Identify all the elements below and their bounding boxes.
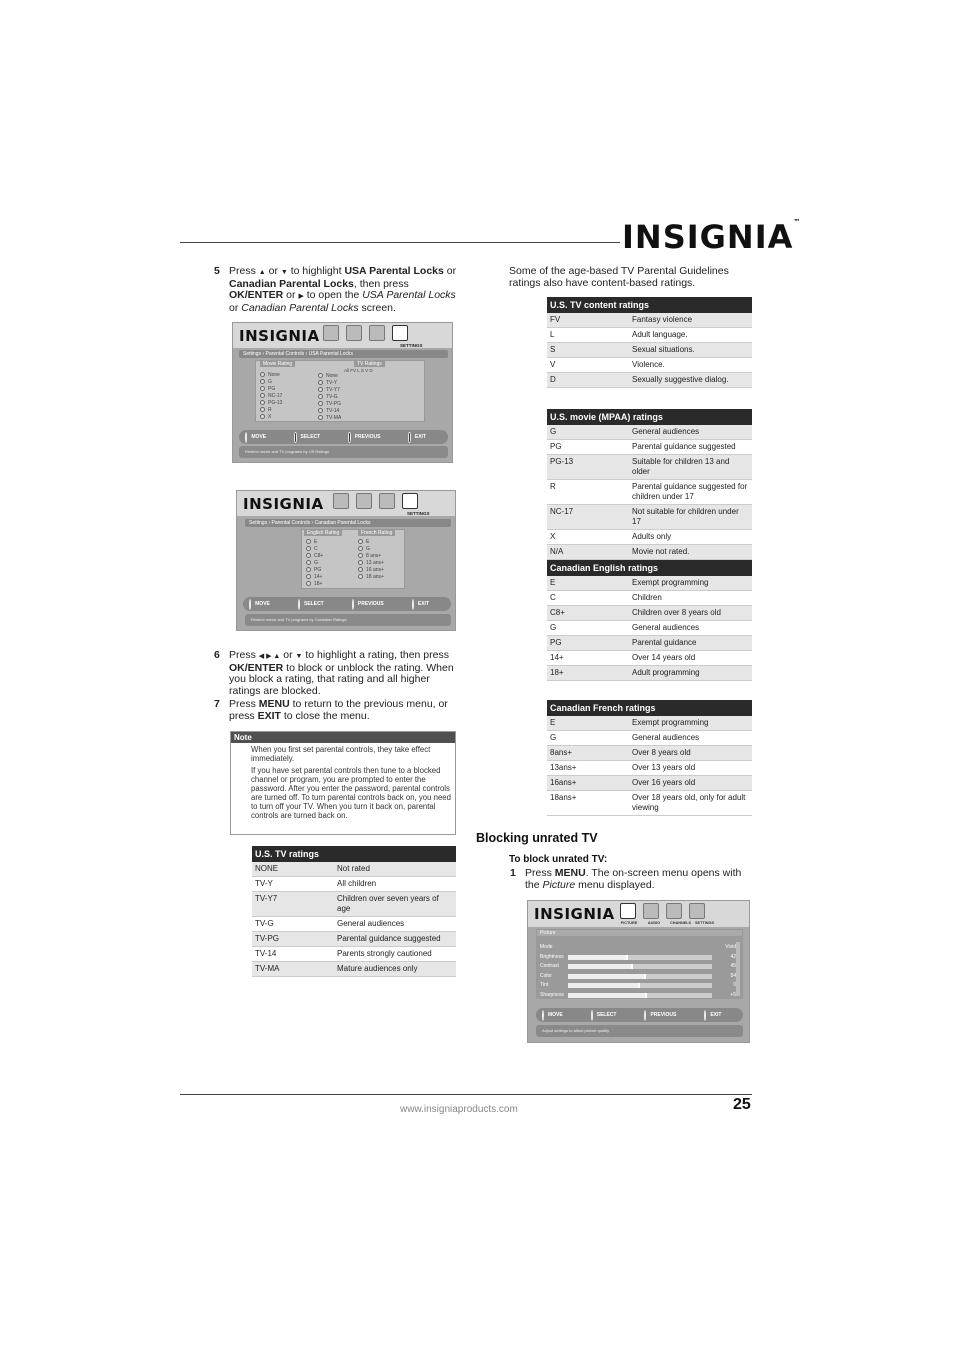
screen-logo: INSIGNIA: [243, 495, 324, 513]
checkbox-icon[interactable]: [260, 379, 265, 384]
select-icon: [298, 599, 300, 610]
rating-option[interactable]: [358, 560, 384, 567]
rating-description: Exempt programming: [632, 578, 709, 587]
rating-code: E: [550, 718, 556, 727]
move-icon: [245, 432, 247, 443]
checkbox-icon[interactable]: [358, 567, 363, 572]
checkbox-icon[interactable]: [306, 546, 311, 551]
table-row: [252, 917, 456, 932]
rating-description: Parental guidance suggested: [632, 442, 736, 451]
rating-code: S: [550, 345, 556, 354]
picture-setting-row[interactable]: [540, 972, 736, 982]
rating-description: Mature audiences only: [337, 964, 418, 973]
setting-label: Brightness: [540, 953, 564, 960]
setting-slider[interactable]: [568, 983, 712, 988]
ratings-panel: [255, 360, 425, 422]
rating-description: Over 18 years old, only for adult viewing: [632, 793, 746, 812]
rating-code: TV-14: [255, 949, 277, 958]
menu-icon: [348, 432, 350, 443]
rating-code: TV-Y7: [255, 894, 278, 903]
checkbox-icon[interactable]: [358, 553, 363, 558]
table-row: [547, 716, 752, 731]
page-number: 25: [733, 1096, 751, 1113]
rating-option-label: TV-Y: [326, 380, 338, 386]
rating-code: X: [550, 532, 556, 541]
rating-code: TV-Y: [255, 879, 273, 888]
rating-option-label: C8+: [314, 553, 324, 559]
picture-setting-row[interactable]: [540, 962, 736, 972]
nav-bar: MOVE SELECT PREVIOUS EXIT: [239, 430, 448, 444]
settings-tab-label: SETTINGS: [407, 511, 430, 516]
table-row: [547, 776, 752, 791]
checkbox-icon[interactable]: [358, 574, 363, 579]
step-7: 7 Press MENU to return to the previous menu, or press EXIT to close the menu.: [214, 698, 448, 722]
rating-description: Adults only: [632, 532, 672, 541]
french-rating-header: French Rating: [358, 530, 395, 536]
note-box: [230, 731, 456, 835]
checkbox-icon[interactable]: [318, 394, 323, 399]
checkbox-icon[interactable]: [306, 560, 311, 565]
rating-description: Not rated: [337, 864, 370, 873]
table-row: [547, 761, 752, 776]
rating-option[interactable]: [260, 386, 282, 393]
rating-code: G: [550, 427, 557, 436]
down-arrow-icon: ▼: [280, 269, 288, 276]
rating-option[interactable]: [318, 401, 341, 408]
checkbox-icon[interactable]: [306, 539, 311, 544]
picture-settings-list: [540, 943, 736, 1000]
setting-slider[interactable]: [568, 964, 712, 969]
rating-option-label: C: [314, 546, 318, 552]
nav-bar: MOVE SELECT PREVIOUS EXIT: [536, 1008, 743, 1022]
table-row: [252, 947, 456, 962]
rating-option[interactable]: [358, 539, 384, 546]
us-tv-ratings-table: [252, 846, 456, 977]
movie-rating-list: [260, 372, 282, 421]
english-rating-list: [306, 539, 323, 588]
help-text: Adjust settings to affect picture quality: [536, 1025, 743, 1037]
rating-description: Parental guidance suggested for children under 17: [632, 482, 748, 501]
settings-tab-label: SETTINGS: [400, 343, 423, 348]
rating-option-label: G: [366, 546, 370, 552]
move-icon: [542, 1010, 544, 1021]
nav-bar: MOVE SELECT PREVIOUS EXIT: [243, 597, 451, 611]
rating-code: PG-13: [550, 457, 574, 466]
checkbox-icon[interactable]: [306, 567, 311, 572]
rating-option-label: 14+: [314, 574, 323, 580]
rating-description: Over 8 years old: [632, 748, 691, 757]
audio-icon: [356, 493, 372, 509]
rating-code: FV: [550, 315, 561, 324]
rating-description: General audiences: [632, 427, 700, 436]
tv-ratings-header: TV Ratings: [354, 361, 385, 367]
breadcrumb: Settings › Parental Controls › USA Parental Locks: [239, 350, 448, 358]
setting-value: 45: [730, 963, 736, 969]
checkbox-icon[interactable]: [306, 574, 311, 579]
rating-code: 13ans+: [550, 763, 577, 772]
table-row: [547, 530, 752, 545]
rating-description: Parental guidance suggested: [337, 934, 441, 943]
screen-header: [237, 491, 455, 516]
rating-option[interactable]: [318, 408, 341, 415]
rating-option[interactable]: [318, 373, 341, 380]
rating-code: 18+: [550, 668, 564, 677]
rating-code: C: [550, 593, 556, 602]
rating-code: G: [550, 733, 557, 742]
movie-rating-header: Movie Rating: [260, 361, 295, 367]
rating-option[interactable]: [260, 393, 282, 400]
canadian-english-ratings-table: [547, 560, 752, 681]
rating-code: TV-PG: [255, 934, 280, 943]
checkbox-icon[interactable]: [318, 380, 323, 385]
checkbox-icon[interactable]: [260, 386, 265, 391]
rating-description: General audiences: [632, 733, 700, 742]
table-row: [547, 666, 752, 681]
checkbox-icon[interactable]: [318, 401, 323, 406]
rating-option[interactable]: [306, 574, 323, 581]
table-row: [547, 313, 752, 328]
table-row: [547, 731, 752, 746]
breadcrumb: Settings › Parental Controls › Canadian Parental Locks: [245, 519, 451, 527]
table-row: [547, 545, 752, 560]
rating-description: Parents strongly cautioned: [337, 949, 432, 958]
screen-logo: INSIGNIA: [534, 905, 615, 923]
rating-code: G: [550, 623, 557, 632]
rating-code: D: [550, 375, 556, 384]
usa-parental-locks-screen: [232, 322, 453, 463]
footer-url[interactable]: www.insigniaproducts.com: [400, 1104, 518, 1115]
checkbox-icon[interactable]: [260, 372, 265, 377]
setting-value: +5: [730, 991, 736, 998]
checkbox-icon[interactable]: [318, 373, 323, 378]
rating-code: E: [550, 578, 556, 587]
rating-option[interactable]: [306, 546, 323, 553]
table-row: [547, 358, 752, 373]
scrollbar[interactable]: [736, 942, 740, 996]
setting-value: 42: [730, 953, 736, 960]
menu-icon: [352, 599, 354, 610]
audio-icon: [643, 903, 659, 919]
table-row: [252, 932, 456, 947]
table-row: [547, 591, 752, 606]
menu-tab[interactable]: SETTINGS: [695, 921, 714, 925]
menu-tabs: [620, 921, 713, 925]
table-row: [547, 480, 752, 505]
right-arrow-icon: ▶: [298, 293, 304, 300]
note-paragraph: If you have set parental controls then tune to a blocked channel or program, you are prompted to enter the password. After you enter the password, parental controls are turned off. To turn parental controls back on, you need to turn off your TV. When you turn it back on, parental controls are turned back on.: [251, 766, 451, 820]
rating-option-label: 13 ans+: [366, 560, 384, 566]
up-arrow-icon: ▲: [258, 269, 266, 276]
rating-code: TV-G: [255, 919, 274, 928]
french-rating-list: [358, 539, 384, 581]
rating-option[interactable]: [260, 407, 282, 414]
menu-tab[interactable]: AUDIO: [647, 921, 661, 925]
picture-setting-row[interactable]: [540, 991, 736, 1001]
rating-option[interactable]: [318, 387, 341, 394]
picture-panel: [536, 929, 743, 999]
rating-option[interactable]: [358, 574, 384, 581]
rating-code: V: [550, 360, 556, 369]
screen-header: [233, 323, 452, 348]
rating-code: NC-17: [550, 507, 574, 516]
screen-logo: INSIGNIA: [239, 327, 320, 345]
rating-description: Over 13 years old: [632, 763, 696, 772]
table-title: U.S. TV content ratings: [547, 297, 752, 313]
table-row: [547, 651, 752, 666]
rating-option[interactable]: [306, 560, 323, 567]
rating-option-label: 18+: [314, 581, 323, 587]
select-icon: [591, 1010, 593, 1021]
channels-icon: [666, 903, 682, 919]
rating-option-label: R: [268, 407, 272, 413]
slider-fill: [568, 974, 646, 979]
help-text: Restrict movie and TV programs by US Ratings: [239, 446, 448, 458]
rating-description: Movie not rated.: [632, 547, 690, 556]
setting-label: Mode: [540, 944, 553, 950]
menu-tab[interactable]: CHANNELS: [670, 921, 692, 925]
rating-option-label: TV-14: [326, 408, 340, 414]
setting-value: 0: [733, 982, 736, 988]
right-intro-text: Some of the age-based TV Parental Guidelines ratings also have content-based ratings.: [509, 265, 729, 289]
rating-code: 18ans+: [550, 793, 577, 802]
picture-icon: [620, 903, 636, 919]
note-title: Note: [231, 732, 455, 743]
picture-setting-row[interactable]: [540, 981, 736, 991]
table-row: [547, 425, 752, 440]
rating-description: Over 16 years old: [632, 778, 696, 787]
header-rule: [180, 242, 620, 243]
rating-code: PG: [550, 442, 562, 451]
rating-description: Fantasy violence: [632, 315, 693, 324]
checkbox-icon[interactable]: [358, 560, 363, 565]
rating-code: 16ans+: [550, 778, 577, 787]
table-row: [547, 621, 752, 636]
rating-code: PG: [550, 638, 562, 647]
table-row: [547, 440, 752, 455]
rating-option-label: G: [314, 560, 318, 566]
audio-icon: [346, 325, 362, 341]
rating-option-label: PG: [314, 567, 322, 573]
ratings-panel: [301, 529, 405, 589]
settings-icon: [689, 903, 705, 919]
table-row: [547, 746, 752, 761]
setting-label: Tint: [540, 982, 549, 988]
rating-option-label: G: [268, 379, 272, 385]
rating-option[interactable]: [358, 553, 384, 560]
rating-description: Adult language.: [632, 330, 688, 339]
arrow-keys-icon: ◀ ▶ ▲: [258, 653, 281, 660]
rating-description: Violence.: [632, 360, 665, 369]
picture-setting-row[interactable]: [540, 943, 736, 953]
checkbox-icon[interactable]: [358, 546, 363, 551]
canadian-parental-locks-screen: [236, 490, 456, 631]
picture-title: Picture: [537, 930, 742, 936]
channels-icon: [379, 493, 395, 509]
rating-description: Adult programming: [632, 668, 700, 677]
setting-label: Color: [540, 972, 552, 979]
rating-code: 14+: [550, 653, 564, 662]
checkbox-icon[interactable]: [306, 581, 311, 586]
setting-slider[interactable]: [568, 955, 712, 960]
rating-option-label: PG-13: [268, 400, 283, 406]
rating-option[interactable]: [318, 415, 341, 422]
rating-description: Suitable for children 13 and older: [632, 457, 730, 476]
help-text: Restrict movie and TV programs by Canadian Ratings: [245, 614, 451, 626]
checkbox-icon[interactable]: [260, 407, 265, 412]
rating-option[interactable]: [318, 380, 341, 387]
move-icon: [249, 599, 251, 610]
table-row: [547, 636, 752, 651]
table-title: Canadian French ratings: [547, 700, 752, 716]
rating-code: TV-MA: [255, 964, 280, 973]
setting-value: Vivid: [725, 944, 736, 950]
screen-header: [528, 901, 749, 927]
table-title: U.S. movie (MPAA) ratings: [547, 409, 752, 425]
rating-option-label: None: [326, 373, 338, 379]
setting-label: Contrast: [540, 963, 559, 969]
channels-icon: [369, 325, 385, 341]
picture-icon: [333, 493, 349, 509]
rating-code: C8+: [550, 608, 565, 617]
block-unrated-subheading: To block unrated TV:: [509, 854, 608, 865]
rating-description: Exempt programming: [632, 718, 709, 727]
settings-icon: [402, 493, 418, 509]
footer-rule: [180, 1094, 752, 1095]
checkbox-icon[interactable]: [318, 408, 323, 413]
rating-option-label: NC-17: [268, 393, 283, 399]
table-row: [252, 892, 456, 917]
setting-value: 54: [730, 972, 736, 979]
rating-code: NONE: [255, 864, 279, 873]
table-row: [547, 328, 752, 343]
rating-option-label: X: [268, 414, 272, 420]
rating-option[interactable]: [260, 379, 282, 386]
select-icon: [294, 432, 296, 443]
us-movie-ratings-table: [547, 409, 752, 560]
checkbox-icon[interactable]: [318, 415, 323, 420]
rating-description: Parental guidance: [632, 638, 697, 647]
slider-fill: [568, 983, 640, 988]
rating-option[interactable]: [260, 372, 282, 379]
rating-description: Children over seven years of age: [337, 894, 439, 913]
picture-menu-screen: [527, 900, 750, 1043]
checkbox-icon[interactable]: [358, 539, 363, 544]
table-row: [547, 606, 752, 621]
english-rating-header: English Rating: [304, 530, 342, 536]
insignia-logo: INSIGNIA™: [622, 218, 802, 256]
exit-icon: [704, 1010, 706, 1021]
rating-option-label: 8 ans+: [366, 553, 382, 559]
rating-option-label: TV-Y7: [326, 387, 340, 393]
menu-tab[interactable]: PICTURE: [620, 921, 638, 925]
rating-option-label: E: [366, 539, 370, 545]
rating-code: N/A: [550, 547, 564, 556]
rating-option-label: None: [268, 372, 280, 378]
rating-option[interactable]: [358, 567, 384, 574]
table-row: [252, 862, 456, 877]
down-arrow-icon: ▼: [295, 653, 303, 660]
exit-icon: [408, 432, 410, 443]
rating-description: Sexually suggestive dialog.: [632, 375, 729, 384]
rating-description: Children over 8 years old: [632, 608, 721, 617]
settings-icon: [392, 325, 408, 341]
setting-label: Sharpness: [540, 991, 564, 998]
rating-option-label: 18 ans+: [366, 574, 384, 580]
table-row: [547, 455, 752, 480]
rating-option[interactable]: [260, 414, 282, 421]
rating-option-label: TV-MA: [326, 415, 342, 421]
rating-description: All children: [337, 879, 377, 888]
rating-description: Not suitable for children under 17: [632, 507, 739, 526]
rating-option-label: TV-PG: [326, 401, 342, 407]
picture-icon: [323, 325, 339, 341]
rating-option-label: PG: [268, 386, 276, 392]
setting-slider[interactable]: [568, 993, 712, 998]
canadian-french-ratings-table: [547, 700, 752, 816]
menu-icon: [644, 1010, 646, 1021]
picture-setting-row[interactable]: [540, 953, 736, 963]
rating-description: Sexual situations.: [632, 345, 695, 354]
slider-fill: [568, 964, 633, 969]
rating-option[interactable]: [260, 400, 282, 407]
rating-code: R: [550, 482, 556, 491]
table-row: [252, 962, 456, 977]
rating-description: General audiences: [337, 919, 405, 928]
table-row: [547, 576, 752, 591]
table-row: [547, 343, 752, 358]
rating-option-label: E: [314, 539, 318, 545]
note-paragraph: When you first set parental controls, they take effect immediately.: [251, 745, 431, 763]
checkbox-icon[interactable]: [260, 393, 265, 398]
slider-fill: [568, 993, 647, 998]
checkbox-icon[interactable]: [260, 400, 265, 405]
rating-option-label: 16 ans+: [366, 567, 384, 573]
rating-description: General audiences: [632, 623, 700, 632]
step-6: 6 Press ◀ ▶ ▲ or ▼ to highlight a rating, then press OK/ENTER to block or unblock the rating. When you block a rating, that rating and all higher ratings are blocked.: [214, 649, 454, 697]
blocking-step-1: 1 Press MENU. The on-screen menu opens with the Picture menu displayed.: [510, 867, 742, 891]
checkbox-icon[interactable]: [318, 387, 323, 392]
slider-fill: [568, 955, 628, 960]
table-title: Canadian English ratings: [547, 560, 752, 576]
exit-icon: [412, 599, 414, 610]
checkbox-icon[interactable]: [306, 553, 311, 558]
rating-option[interactable]: [306, 539, 323, 546]
checkbox-icon[interactable]: [260, 414, 265, 419]
table-row: [252, 877, 456, 892]
rating-option[interactable]: [306, 567, 323, 574]
table-title: U.S. TV ratings: [252, 846, 456, 862]
rating-code: 8ans+: [550, 748, 573, 757]
rating-option-label: TV-G: [326, 394, 338, 400]
rating-option[interactable]: [306, 581, 323, 588]
blocking-unrated-heading: Blocking unrated TV: [476, 831, 598, 845]
tv-rating-columns: All FV L S V D: [344, 368, 373, 373]
setting-slider[interactable]: [568, 974, 712, 979]
tv-rating-list: [318, 373, 341, 422]
step-5: 5 Press ▲ or ▼ to highlight USA Parental Locks or Canadian Parental Locks, then press OK/ENTER or ▶ to open the USA Parental Locks or Canadian Parental Locks screen.: [214, 265, 457, 314]
table-row: [547, 373, 752, 388]
table-row: [547, 505, 752, 530]
table-row: [547, 791, 752, 816]
rating-option[interactable]: [318, 394, 341, 401]
rating-option[interactable]: [306, 553, 323, 560]
rating-code: L: [550, 330, 555, 339]
rating-description: Children: [632, 593, 662, 602]
rating-description: Over 14 years old: [632, 653, 696, 662]
rating-option[interactable]: [358, 546, 384, 553]
us-tv-content-ratings-table: [547, 297, 752, 388]
